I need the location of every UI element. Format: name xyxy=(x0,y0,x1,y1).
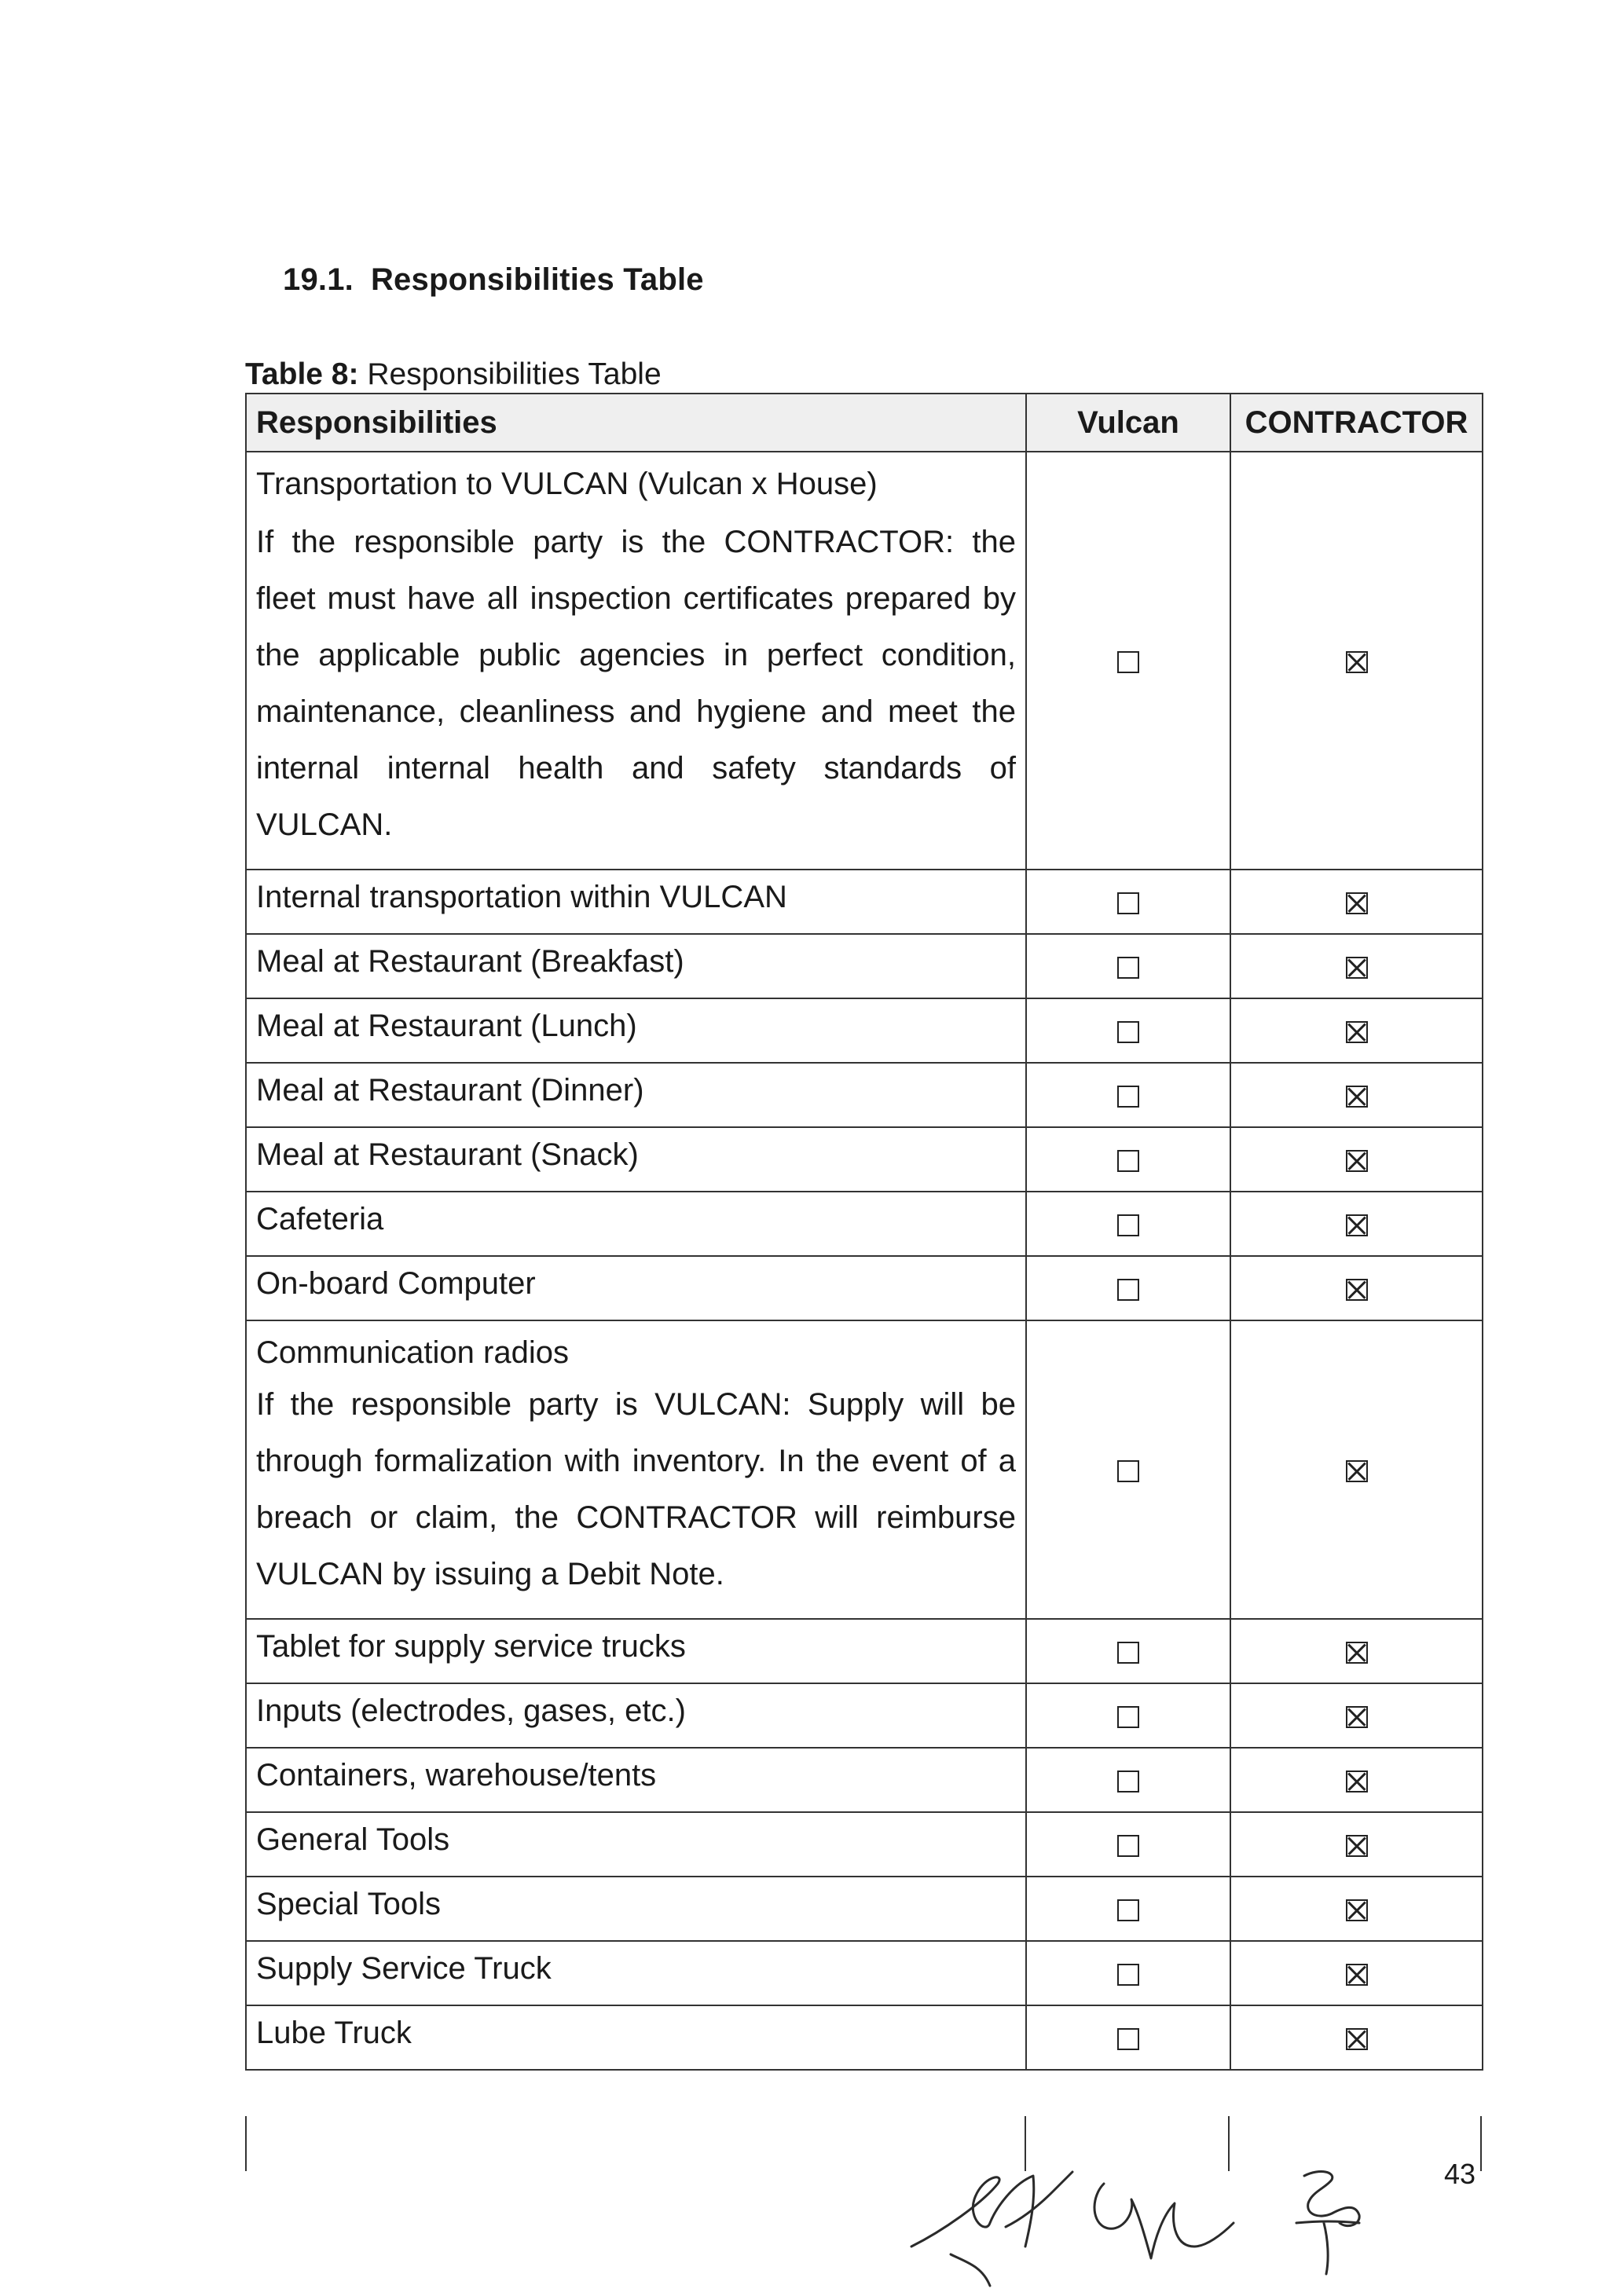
section-heading xyxy=(283,262,704,298)
table-caption-label: Table 8: xyxy=(245,357,359,391)
contractor-cell xyxy=(1230,934,1483,998)
vulcan-empty-box-icon xyxy=(1117,892,1139,914)
responsibility-cell xyxy=(246,1748,1026,1812)
contractor-cell xyxy=(1230,1748,1483,1812)
contractor-cell xyxy=(1230,998,1483,1063)
responsibility-cell xyxy=(246,452,1026,870)
vulcan-empty-box-icon xyxy=(1117,651,1139,673)
contractor-checked-box-icon xyxy=(1346,1771,1368,1792)
contractor-checked-box-icon xyxy=(1346,1214,1368,1236)
vulcan-empty-box-icon xyxy=(1117,1706,1139,1728)
section-title: Responsibilities Table xyxy=(370,262,704,297)
responsibility-title: Special Tools xyxy=(256,1887,441,1921)
responsibility-cell xyxy=(246,1256,1026,1320)
contractor-checked-box-icon xyxy=(1346,1642,1368,1664)
contractor-cell xyxy=(1230,1812,1483,1877)
contractor-cell xyxy=(1230,1683,1483,1748)
table-row xyxy=(246,1619,1483,1683)
contractor-checked-box-icon xyxy=(1346,1021,1368,1043)
vulcan-empty-box-icon xyxy=(1117,1021,1139,1043)
table-row xyxy=(246,1063,1483,1127)
table-header-row xyxy=(246,394,1483,452)
table-caption-text: Responsibilities Table xyxy=(367,357,662,391)
vulcan-cell xyxy=(1026,870,1230,934)
vulcan-cell xyxy=(1026,1748,1230,1812)
vulcan-cell xyxy=(1026,1256,1230,1320)
responsibility-title: Tablet for supply service trucks xyxy=(256,1629,686,1664)
responsibility-cell xyxy=(246,1619,1026,1683)
responsibility-cell xyxy=(246,1877,1026,1941)
contractor-checked-box-icon xyxy=(1346,651,1368,673)
table-body xyxy=(246,452,1483,2070)
table-row xyxy=(246,1320,1483,1619)
vulcan-empty-box-icon xyxy=(1117,1279,1139,1301)
vulcan-cell xyxy=(1026,1320,1230,1619)
vulcan-empty-box-icon xyxy=(1117,1835,1139,1857)
vulcan-cell xyxy=(1026,2005,1230,2070)
responsibility-cell xyxy=(246,998,1026,1063)
responsibility-title: Inputs (electrodes, gases, etc.) xyxy=(256,1694,686,1728)
contractor-checked-box-icon xyxy=(1346,1150,1368,1172)
responsibility-cell xyxy=(246,1320,1026,1619)
contractor-cell xyxy=(1230,1256,1483,1320)
vulcan-cell xyxy=(1026,1192,1230,1256)
responsibility-note: If the responsible party is the CONTRACTOR: the fleet must have all inspection certificates prepared by the applicable public agencies in perfect condition, maintenance, cleanliness and hygiene and meet the internal internal health and safety standards of VULCAN. xyxy=(256,525,1016,842)
vulcan-cell xyxy=(1026,1812,1230,1877)
signature-initials-3 xyxy=(1296,2172,1359,2274)
vulcan-empty-box-icon xyxy=(1117,957,1139,979)
vulcan-cell xyxy=(1026,1683,1230,1748)
header-vulcan: Vulcan xyxy=(1026,394,1230,452)
responsibility-note: If the responsible party is VULCAN: Supply will be through formalization with inventory. In the event of a breach or claim, the CONTRACTOR will reimburse VULCAN by issuing a Debit Note. xyxy=(256,1387,1016,1591)
vulcan-cell xyxy=(1026,452,1230,870)
responsibility-cell xyxy=(246,870,1026,934)
responsibility-title: Meal at Restaurant (Breakfast) xyxy=(256,944,684,979)
handwritten-signatures xyxy=(896,2129,1446,2294)
table-row xyxy=(246,1812,1483,1877)
contractor-cell xyxy=(1230,2005,1483,2070)
table-row xyxy=(246,1127,1483,1192)
contractor-cell xyxy=(1230,1127,1483,1192)
contractor-cell xyxy=(1230,870,1483,934)
signature-initials-2 xyxy=(1094,2184,1234,2258)
contractor-cell xyxy=(1230,452,1483,870)
table-row xyxy=(246,1941,1483,2005)
contractor-checked-box-icon xyxy=(1346,1460,1368,1482)
table-row xyxy=(246,2005,1483,2070)
table-continuation-line xyxy=(1480,2116,1482,2171)
contractor-checked-box-icon xyxy=(1346,1899,1368,1921)
vulcan-cell xyxy=(1026,1877,1230,1941)
contractor-checked-box-icon xyxy=(1346,2028,1368,2050)
header-responsibilities: Responsibilities xyxy=(246,394,1026,452)
table-row xyxy=(246,998,1483,1063)
vulcan-empty-box-icon xyxy=(1117,1214,1139,1236)
vulcan-empty-box-icon xyxy=(1117,1150,1139,1172)
vulcan-cell xyxy=(1026,1941,1230,2005)
vulcan-cell xyxy=(1026,998,1230,1063)
page-number: 43 xyxy=(1444,2158,1476,2190)
vulcan-empty-box-icon xyxy=(1117,1771,1139,1792)
table-row xyxy=(246,1748,1483,1812)
responsibility-cell xyxy=(246,1063,1026,1127)
contractor-cell xyxy=(1230,1941,1483,2005)
contractor-checked-box-icon xyxy=(1346,1706,1368,1728)
responsibility-title: Cafeteria xyxy=(256,1202,384,1236)
table-row xyxy=(246,870,1483,934)
table-row xyxy=(246,1192,1483,1256)
table-row xyxy=(246,934,1483,998)
contractor-cell xyxy=(1230,1320,1483,1619)
responsibility-cell xyxy=(246,1192,1026,1256)
responsibility-title: Meal at Restaurant (Lunch) xyxy=(256,1009,637,1043)
contractor-cell xyxy=(1230,1192,1483,1256)
table-row xyxy=(246,1683,1483,1748)
responsibility-cell xyxy=(246,1812,1026,1877)
responsibility-cell xyxy=(246,1127,1026,1192)
vulcan-cell xyxy=(1026,934,1230,998)
vulcan-empty-box-icon xyxy=(1117,1642,1139,1664)
table-caption xyxy=(245,357,662,392)
responsibility-title: Transportation to VULCAN (Vulcan x House) xyxy=(256,467,878,501)
responsibility-title: General Tools xyxy=(256,1822,450,1857)
vulcan-empty-box-icon xyxy=(1117,1899,1139,1921)
signature-initials-1 xyxy=(911,2172,1072,2286)
responsibilities-table xyxy=(245,393,1483,2071)
vulcan-empty-box-icon xyxy=(1117,2028,1139,2050)
contractor-cell xyxy=(1230,1877,1483,1941)
vulcan-cell xyxy=(1026,1619,1230,1683)
vulcan-empty-box-icon xyxy=(1117,1964,1139,1986)
contractor-checked-box-icon xyxy=(1346,1964,1368,1986)
contractor-checked-box-icon xyxy=(1346,1835,1368,1857)
contractor-checked-box-icon xyxy=(1346,1279,1368,1301)
responsibility-title: On-board Computer xyxy=(256,1266,536,1301)
table-continuation-line xyxy=(245,2116,247,2171)
responsibility-cell xyxy=(246,934,1026,998)
responsibility-cell xyxy=(246,1683,1026,1748)
contractor-checked-box-icon xyxy=(1346,892,1368,914)
vulcan-empty-box-icon xyxy=(1117,1460,1139,1482)
contractor-cell xyxy=(1230,1063,1483,1127)
table-row xyxy=(246,452,1483,870)
contractor-cell xyxy=(1230,1619,1483,1683)
responsibility-title: Lube Truck xyxy=(256,2016,412,2050)
responsibility-title: Internal transportation within VULCAN xyxy=(256,880,787,914)
vulcan-cell xyxy=(1026,1063,1230,1127)
table-row xyxy=(246,1877,1483,1941)
table-row xyxy=(246,1256,1483,1320)
responsibility-title: Meal at Restaurant (Dinner) xyxy=(256,1073,644,1108)
responsibility-title: Containers, warehouse/tents xyxy=(256,1758,657,1792)
contractor-checked-box-icon xyxy=(1346,1086,1368,1108)
section-number: 19.1. xyxy=(283,262,354,297)
vulcan-cell xyxy=(1026,1127,1230,1192)
responsibility-title: Supply Service Truck xyxy=(256,1951,552,1986)
responsibility-title: Communication radios xyxy=(256,1335,569,1370)
vulcan-empty-box-icon xyxy=(1117,1086,1139,1108)
responsibility-title: Meal at Restaurant (Snack) xyxy=(256,1137,639,1172)
contractor-checked-box-icon xyxy=(1346,957,1368,979)
header-contractor: CONTRACTOR xyxy=(1230,394,1483,452)
responsibility-cell xyxy=(246,2005,1026,2070)
responsibility-cell xyxy=(246,1941,1026,2005)
